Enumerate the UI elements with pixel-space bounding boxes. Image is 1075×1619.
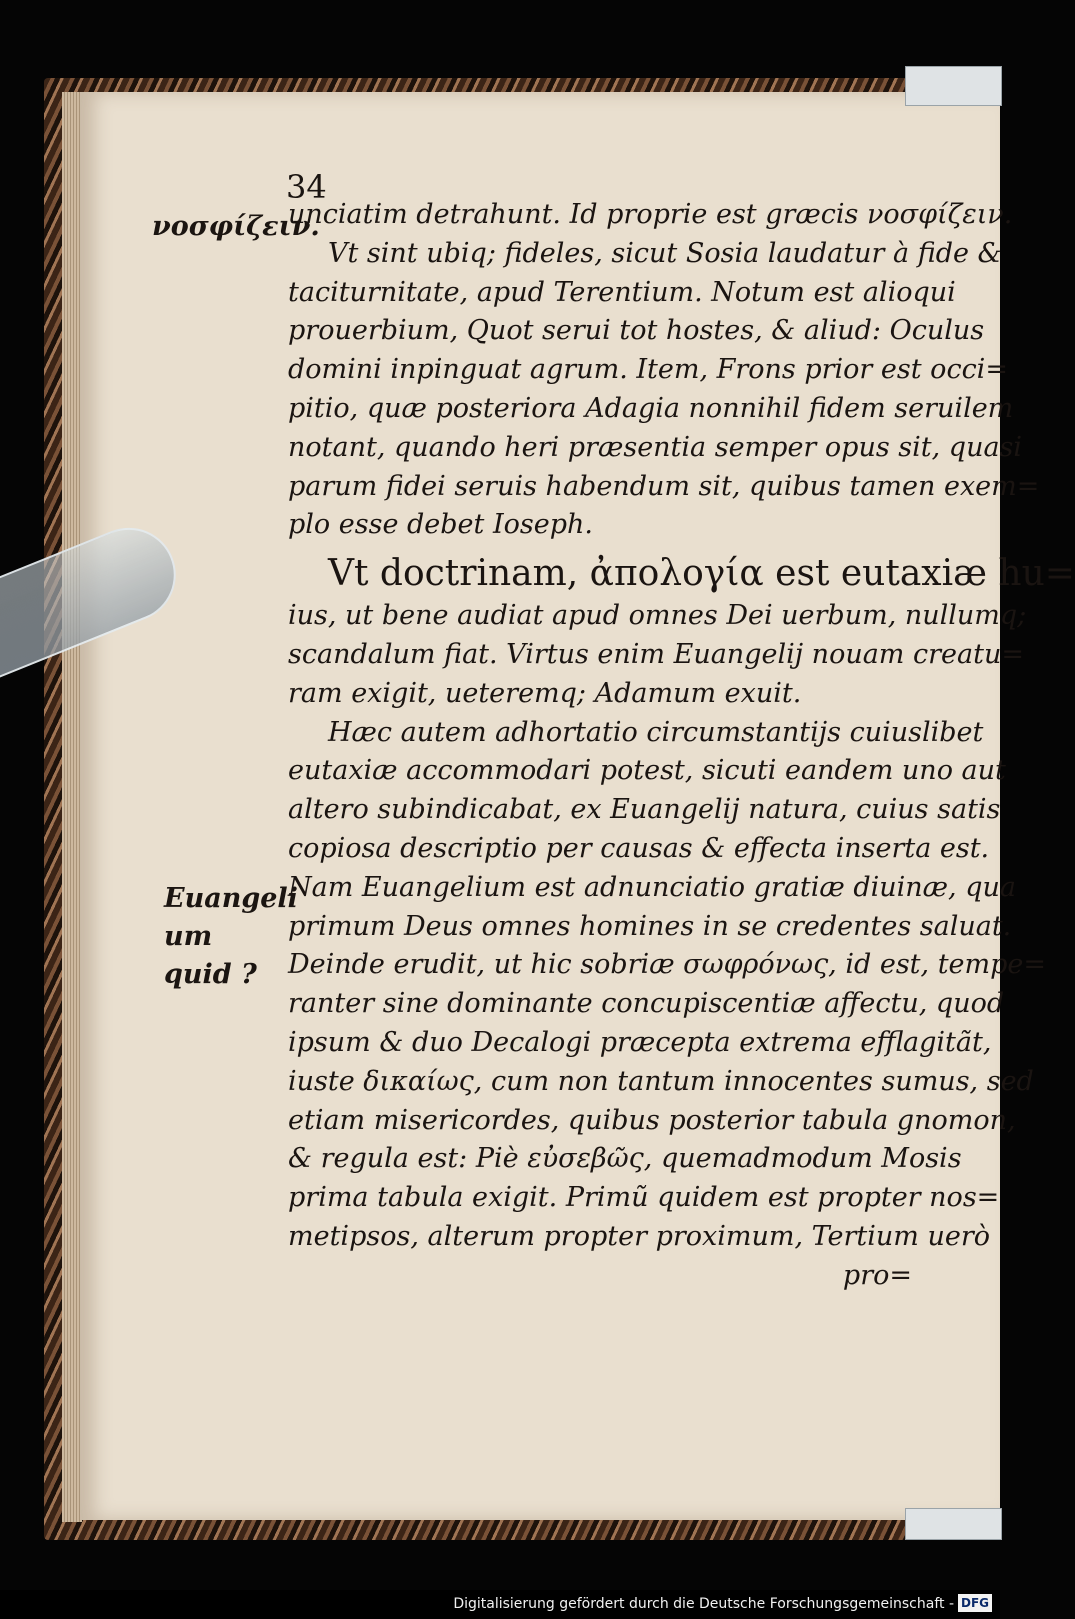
text-line: scandalum fiat. Virtus enim Euangelij nouam creatu= (288, 638, 1024, 670)
catchword: pro= (842, 1259, 912, 1291)
text-line: ram exigit, ueteremq; Adamum exuit. (288, 677, 802, 709)
text-line: unciatim detrahunt. Id proprie est græcis νοσφίζειν. (288, 199, 1013, 230)
page-clip-bottom (905, 1508, 1002, 1540)
funding-notice: Digitalisierung gefördert durch die Deutsche Forschungsgemeinschaft - (453, 1596, 954, 1612)
text-line: etiam misericordes, quibus posterior tabula gnomon, (288, 1104, 1016, 1136)
text-line: notant, quando heri præsentia semper opus sit, quasi (288, 431, 1023, 463)
marginal-note: νοσφίζειν. (152, 211, 320, 242)
text-line: ipsum & duo Decalogi præcepta extrema efflagitãt, (288, 1026, 992, 1058)
dfg-logo: DFG (958, 1594, 992, 1612)
text-line: Deinde erudit, ut hic sobriæ σωφρόνως, id est, tempe= (288, 949, 1047, 981)
marginal-note: Euangeli um quid ? (164, 883, 298, 990)
text-line: taciturnitate, apud Terentium. Notum est alioqui (288, 276, 956, 308)
text-line: plo esse debet Ioseph. (288, 509, 593, 541)
text-line: copiosa descriptio per causas & effecta inserta est. (288, 832, 990, 864)
text-line: primum Deus omnes homines in se credentes saluat. (288, 910, 1012, 942)
text-line: & regula est: Piè εὐσεβῶς, quemadmodum Mosis (288, 1143, 962, 1175)
text-line: prouerbium, Quot serui tot hostes, & aliud: Oculus (288, 315, 985, 347)
page-clip-top (905, 66, 1002, 106)
text-line: Nam Euangelium est adnunciatio gratiæ diuinæ, qua (288, 871, 1016, 903)
page-edges (62, 92, 82, 1522)
page-number: 34 (286, 168, 327, 206)
text-line: domini inpinguat agrum. Item, Frons prior est occi= (288, 354, 1008, 386)
footer-bar (0, 1590, 1000, 1619)
text-line: Hæc autem adhortatio circumstantijs cuiuslibet (328, 716, 984, 748)
text-line: ranter sine dominante concupiscentiæ affectu, quod (288, 988, 1005, 1020)
text-line: eutaxiæ accommodari potest, sicuti eandem uno aut (288, 755, 1006, 787)
body-text (288, 196, 1075, 1296)
text-line: prima tabula exigit. Primũ quidem est propter nos= (288, 1182, 1000, 1214)
text-line: iuste δικαίως, cum non tantum innocentes sumus, sed (288, 1065, 1034, 1097)
text-line: Vt doctrinam, ἀπολογία est eutaxiæ hu= (328, 553, 1075, 595)
text-line: ius, ut bene audiat apud omnes Dei uerbum, nullumq; (288, 600, 1027, 632)
text-line: Vt sint ubiq; fideles, sicut Sosia laudatur à fide & (328, 237, 1002, 269)
text-line: altero subindicabat, ex Euangelij natura, cuius satis (288, 794, 1001, 826)
text-line: parum fidei seruis habendum sit, quibus tamen exem= (288, 470, 1040, 502)
text-line: pitio, quæ posteriora Adagia nonnihil fidem seruilem (288, 392, 1014, 424)
text-line: metipsos, alterum propter proximum, Tertium uerò (288, 1220, 991, 1252)
